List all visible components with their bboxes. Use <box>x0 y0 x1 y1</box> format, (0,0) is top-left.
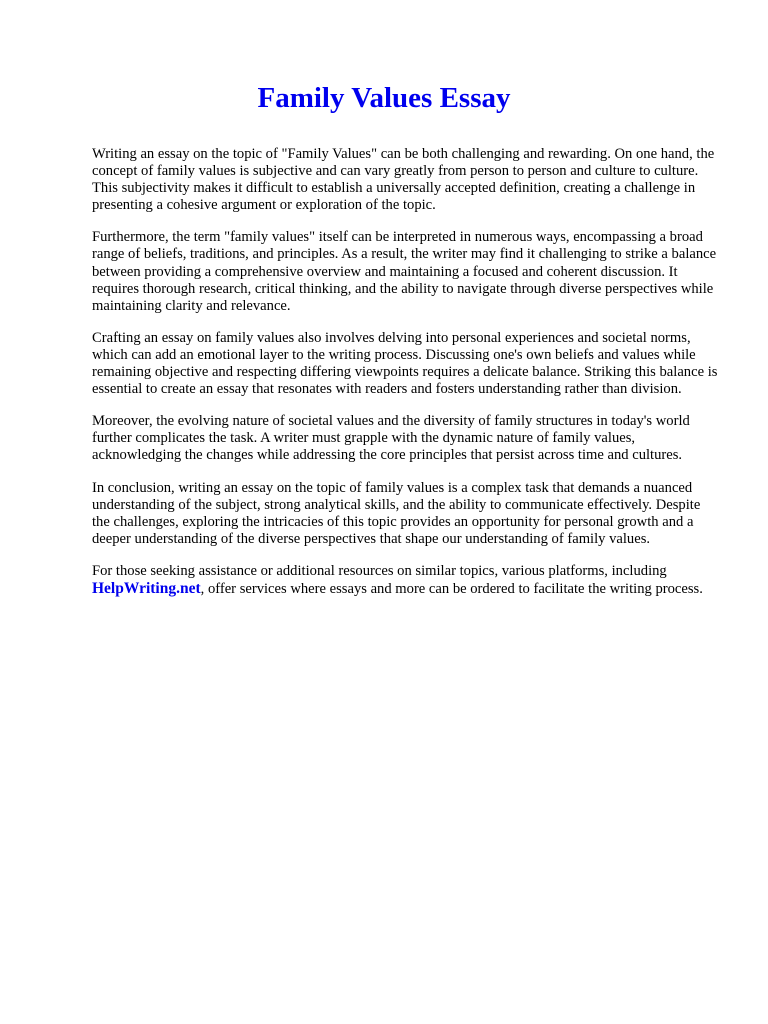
paragraph-interpretation: Furthermore, the term "family values" itself can be interpreted in numerous ways, encompassing a broad range of beliefs, traditions, and principles. As a result, the writer may find it challenging to strike a balance between providing a comprehensive overview and maintaining a focused and coherent discussion. It requires thorough research, critical thinking, and the ability to navigate through diverse perspectives while maintaining clarity and relevance. <box>92 229 717 314</box>
closing-text-after-link: , offer services where essays and more can be ordered to facilitate the writing process. <box>200 580 703 597</box>
paragraph-closing <box>92 563 720 598</box>
paragraph-intro: Writing an essay on the topic of "Family Values" can be both challenging and rewarding. On one hand, the concept of family values is subjective and can vary greatly from person to person and culture to culture. This subjectivity makes it difficult to establish a universally accepted definition, creating a challenge in presenting a cohesive argument or exploration of the topic. <box>92 146 715 214</box>
helpwriting-link[interactable]: HelpWriting.net <box>92 579 201 597</box>
document-title: Family Values Essay <box>257 82 511 114</box>
closing-text-before-link: For those seeking assistance or additional resources on similar topics, various platforms, including <box>92 562 667 579</box>
paragraph-conclusion: In conclusion, writing an essay on the topic of family values is a complex task that demands a nuanced understanding of the subject, strong analytical skills, and the ability to communicate effectively. Despite the challenges, exploring the intricacies of this topic provides an opportunity for personal growth and a deeper understanding of the diverse perspectives that shape our understanding of family values. <box>92 479 701 547</box>
paragraph-evolving-values: Moreover, the evolving nature of societal values and the diversity of family structures in today's world further complicates the task. A writer must grapple with the dynamic nature of family values, acknowledging the changes while addressing the core principles that persist across time and cultures. <box>92 413 690 464</box>
document-body <box>92 146 720 613</box>
paragraph-personal-experience: Crafting an essay on family values also involves delving into personal experiences and societal norms, which can add an emotional layer to the writing process. Discussing one's own beliefs and values while remaining objective and respecting differing viewpoints requires a delicate balance. Striking this balance is essential to create an essay that resonates with readers and fosters understanding rather than division. <box>92 329 718 398</box>
